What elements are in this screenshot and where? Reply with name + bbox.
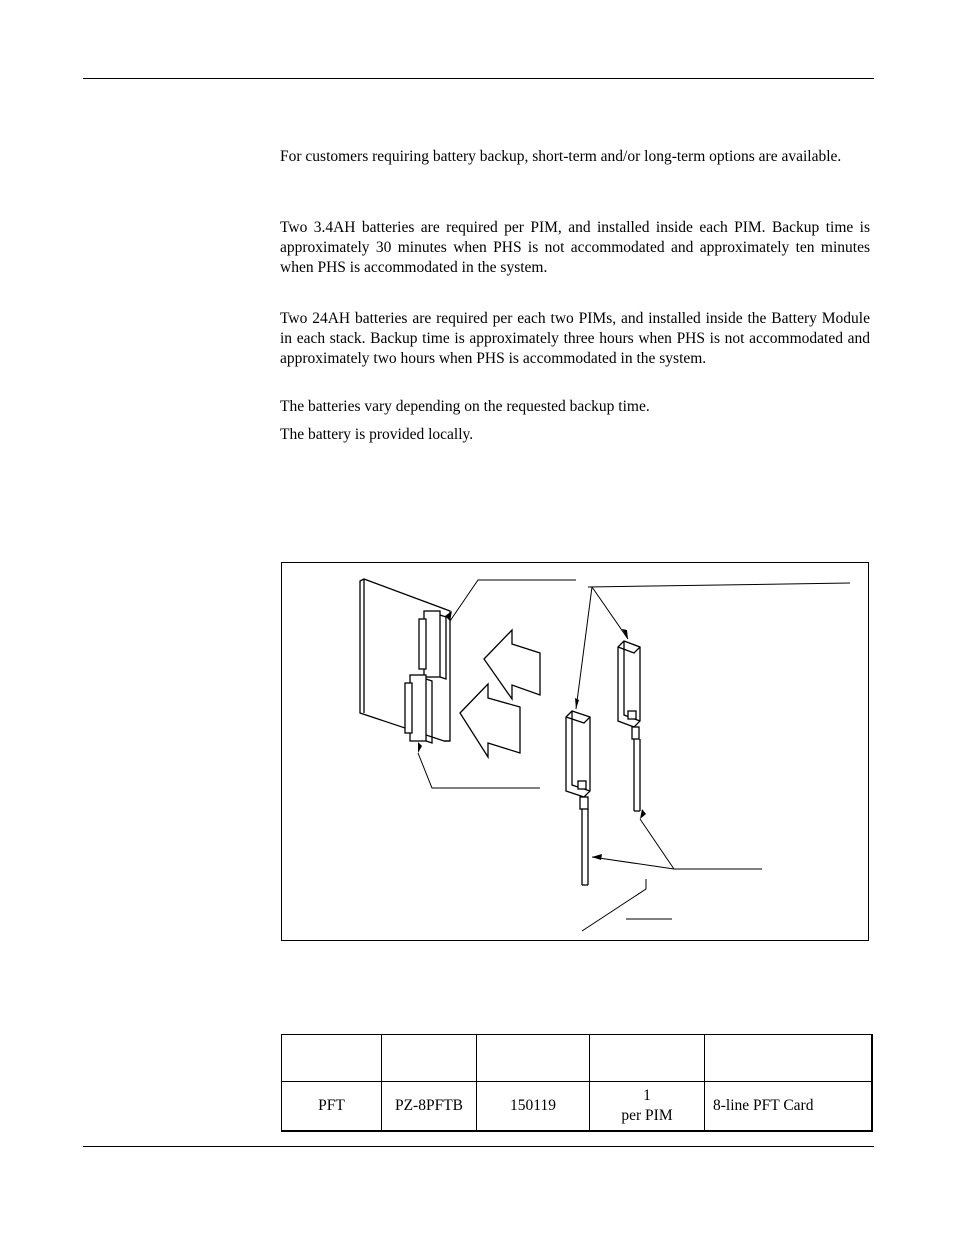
table-header-cell	[282, 1035, 382, 1082]
table-cell-name: PFT	[282, 1082, 382, 1132]
pft-card-illustration	[282, 563, 870, 942]
table-header-row	[282, 1035, 873, 1082]
equipment-table	[281, 1034, 873, 1132]
table-header-cell	[477, 1035, 590, 1082]
table-header-cell	[590, 1035, 705, 1082]
table-cell-quantity-number: 1	[643, 1087, 651, 1104]
table-cell-model: PZ-8PFTB	[382, 1082, 477, 1132]
table-cell-quantity	[590, 1082, 705, 1132]
intro-paragraph: For customers requiring battery backup, short-term and/or long-term options are available.	[280, 148, 842, 165]
table-cell-quantity-unit: per PIM	[621, 1107, 673, 1124]
short-term-paragraph: Two 3.4AH batteries are required per PIM, and installed inside each PIM. Backup time is approximately 30 minutes when PHS is not accommodated and approximately ten minutes when PHS is accommodated in the system.	[280, 219, 870, 276]
pft-card-figure	[281, 562, 869, 941]
table-header-cell	[382, 1035, 477, 1082]
table-cell-code: 150119	[477, 1082, 590, 1132]
local-battery-paragraph: The battery is provided locally.	[280, 426, 474, 443]
header-rule	[83, 78, 874, 79]
long-term-paragraph: Two 24AH batteries are required per each two PIMs, and installed inside the Battery Module in each stack. Backup time is approximately three hours when PHS is not accommodated and approximately two hours when PHS is accommodated in the system.	[280, 310, 870, 367]
table-row	[282, 1082, 873, 1132]
table-cell-description: 8-line PFT Card	[705, 1082, 873, 1132]
battery-variation-paragraph: The batteries vary depending on the requested backup time.	[280, 398, 650, 415]
footer-rule	[83, 1146, 874, 1147]
table-header-cell	[705, 1035, 873, 1082]
